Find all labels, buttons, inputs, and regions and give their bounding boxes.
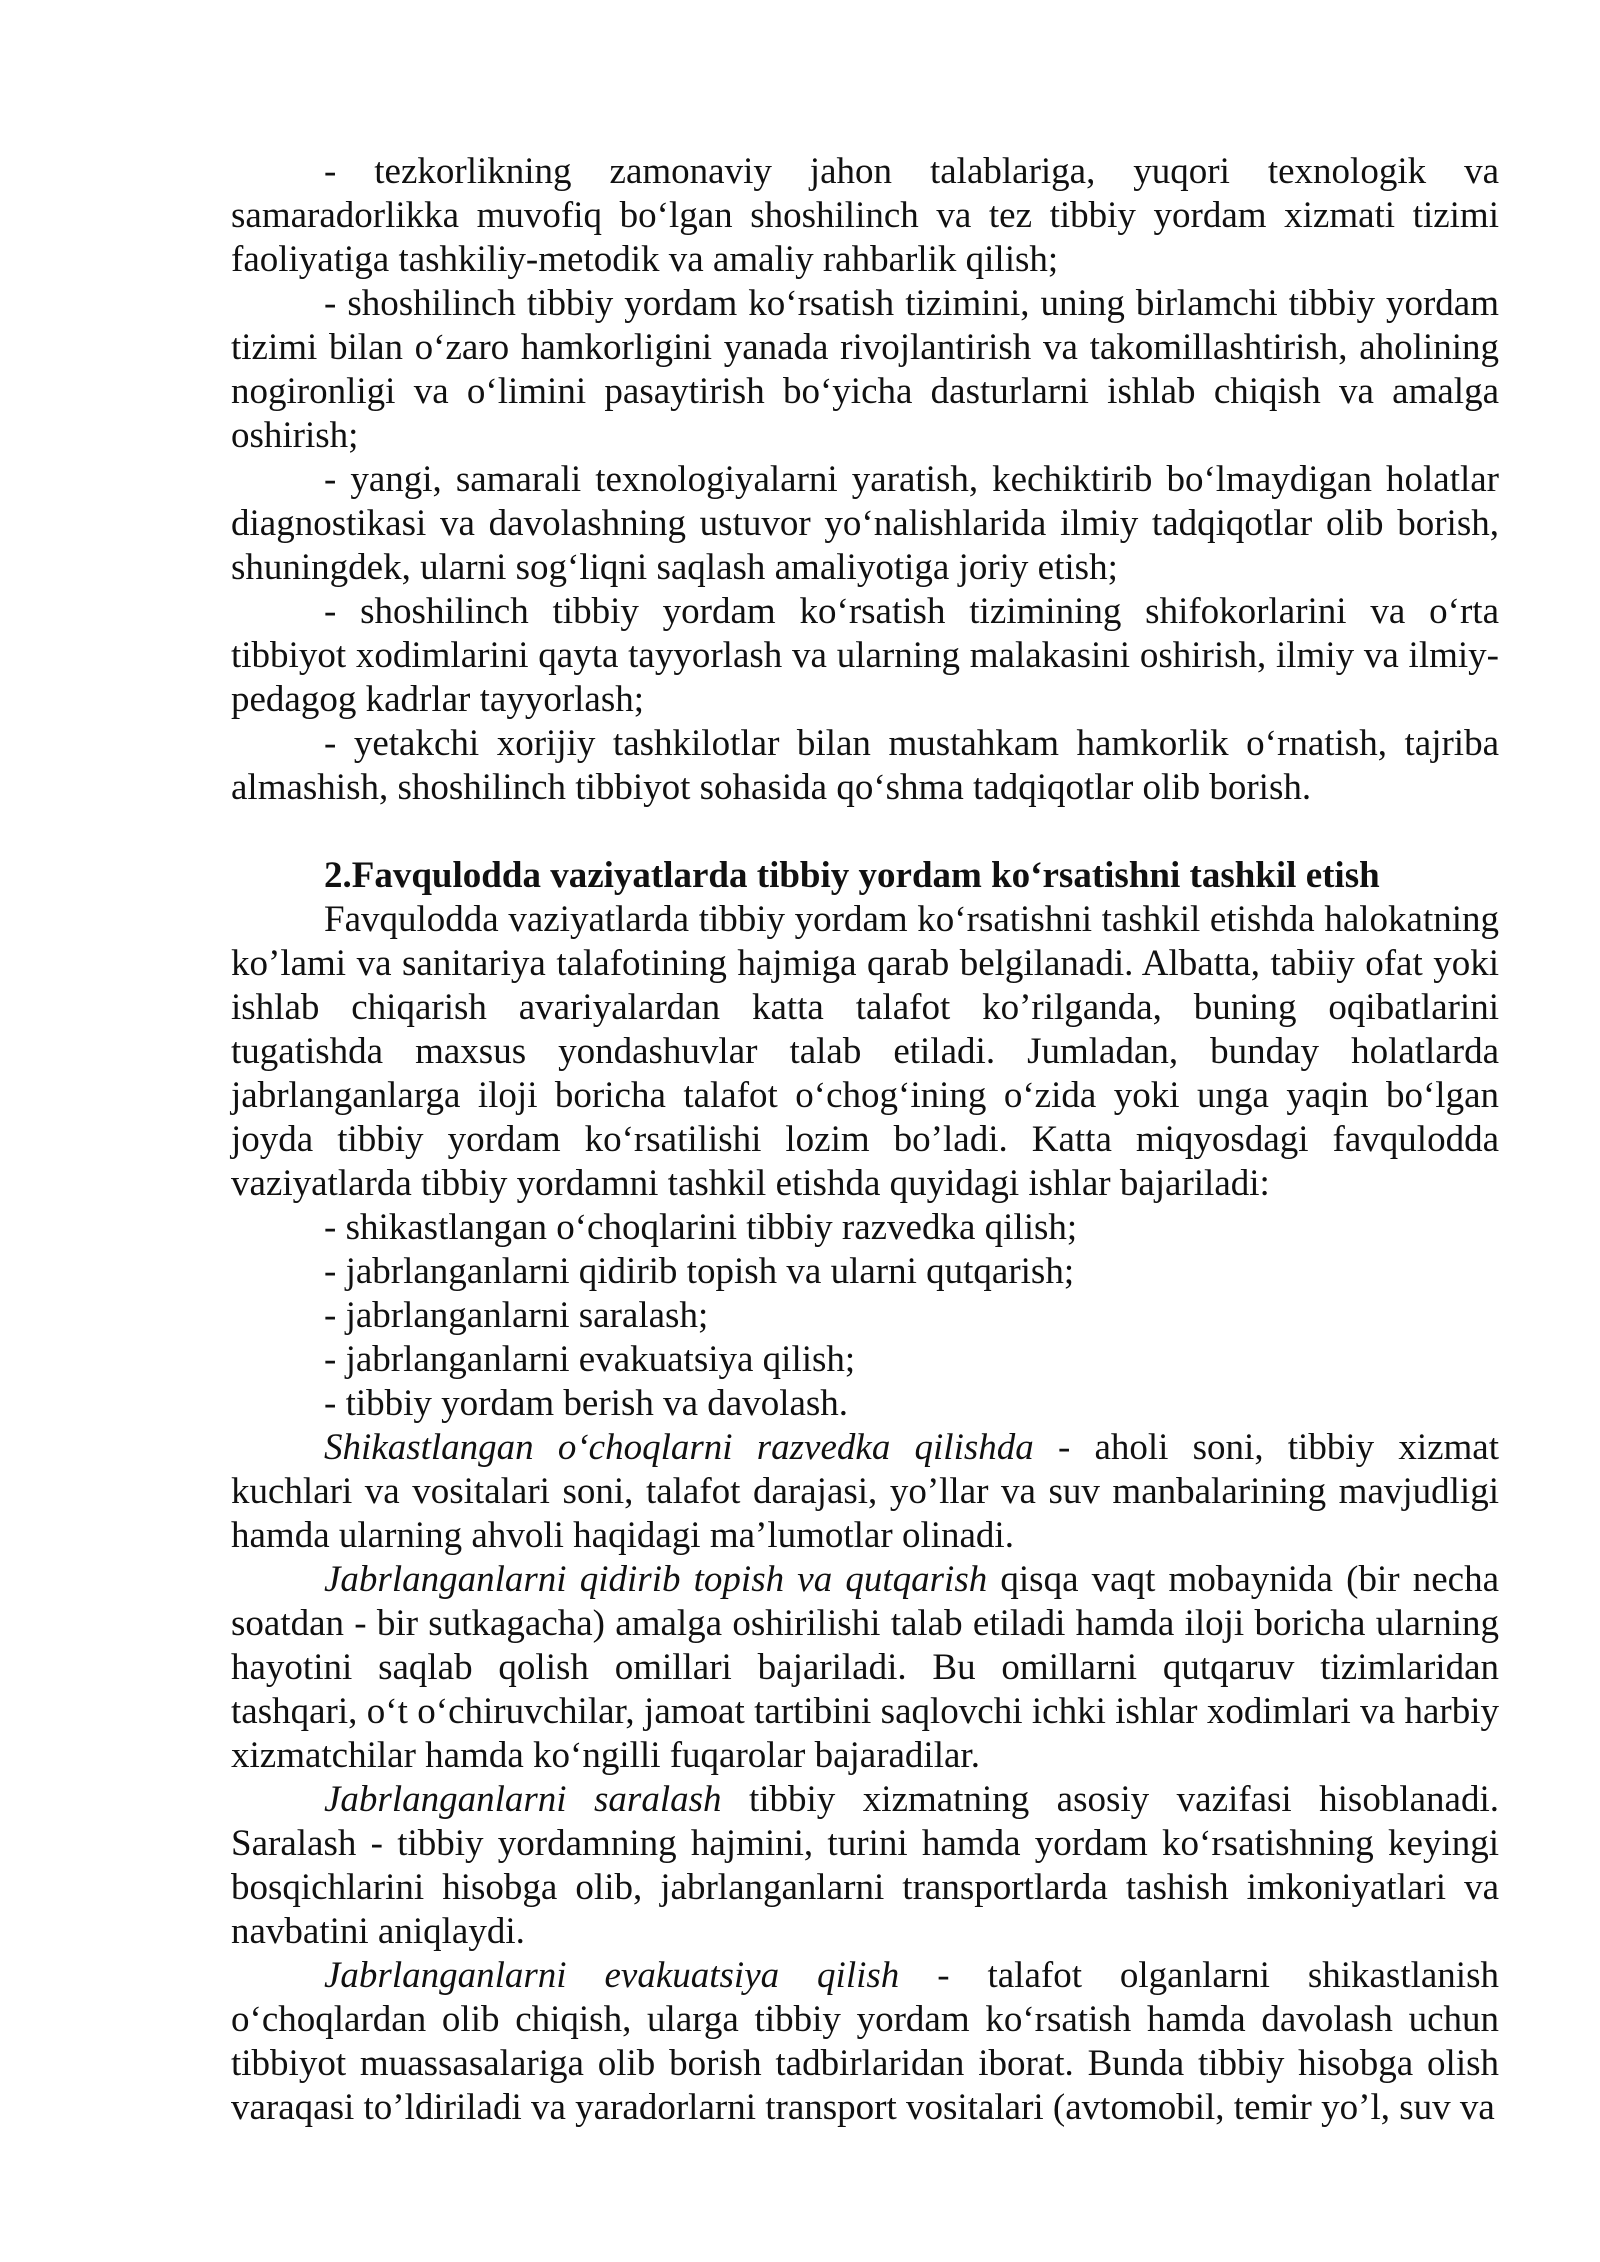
intro-item: - yangi, samarali texnologiyalarni yaratish, kechiktirib bo‘lmaydigan holatlar diagnostikasi va davolashning ustuvor yo‘nalishlarida ilmiy tadqiqotlar olib borish, shuningdek, ularni sog‘liqni saqlash amaliyotiga joriy etish;: [231, 459, 1499, 588]
paragraph-text: - talafot olganlarni shikastlanish o‘choqlardan olib chiqish, ularga tibbiy yordam ko‘rsatish hamda davolash uchun tibbiyot muassasalariga olib borish tadbirlaridan iborat. Bunda tibbiy hisobga olish varaqasi to’ldiriladi va yaradorlarni transport vositalari (avtomobil, temir yo’l, suv va: [231, 1955, 1499, 2128]
section-intro-paragraph: Favqulodda vaziyatlarda tibbiy yordam ko‘rsatishni tashkil etishda halokatning ko’lami va sanitariya talafotining hajmiga qarab belgilanadi. Albatta, tabiiy ofat yoki ishlab chiqarish avariyalardan katta talafot ko’rilganda, buning oqibatlarini tugatishda maxsus yondashuvlar talab etiladi. Jumladan, bunday holatlarda jabrlanganlarga iloji boricha talafot o‘chog‘ining o‘zida yoki unga yaqin bo‘lgan joyda tibbiy yordam ko‘rsatilishi lozim bo’ladi. Katta miqyosdagi favqulodda vaziyatlarda tibbiy yordamni tashkil etishda quyidagi ishlar bajariladi:: [231, 899, 1499, 1204]
task-item: - jabrlanganlarni evakuatsiya qilish;: [324, 1339, 856, 1380]
intro-item: - shoshilinch tibbiy yordam ko‘rsatish tizimining shifokorlarini va o‘rta tibbiyot xodimlarini qayta tayyorlash va ularning malakasini oshirish, ilmiy va ilmiy-pedagog kadrlar tayyorlash;: [231, 591, 1499, 720]
paragraph-triage: [231, 1778, 1499, 1954]
task-item: - jabrlanganlarni saralash;: [324, 1295, 709, 1336]
paragraph-text: - aholi soni, tibbiy xizmat kuchlari va vositalari soni, talafot darajasi, yo’llar va suv manbalarining mavjudligi hamda ularning ahvoli haqidagi ma’lumotlar olinadi.: [231, 1427, 1499, 1556]
term-triage: Jabrlanganlarni saralash: [324, 1779, 722, 1820]
task-item: - jabrlanganlarni qidirib topish va ularni qutqarish;: [324, 1251, 1075, 1292]
document-page: [231, 150, 1499, 2130]
paragraph-reconnaissance: [231, 1426, 1499, 1558]
paragraph-text: qisqa vaqt mobaynida (bir necha soatdan - bir sutkagacha) amalga oshirilishi talab etiladi hamda iloji boricha ularning hayotini saqlab qolish omillari bajariladi. Bu omillarni qutqaruv tizimlaridan tashqari, o‘t o‘chiruvchilar, jamoat tartibini saqlovchi ichki ishlar xodimlari va harbiy xizmatchilar hamda ko‘ngilli fuqarolar bajaradilar.: [231, 1559, 1499, 1776]
paragraph-search-rescue: [231, 1558, 1499, 1778]
intro-item: - shoshilinch tibbiy yordam ko‘rsatish tizimini, uning birlamchi tibbiy yordam tizimi bilan o‘zaro hamkorligini yanada rivojlantirish va takomillashtirish, aholining nogironligi va o‘limini pasaytirish bo‘yicha dasturlarni ishlab chiqish va amalga oshirish;: [231, 283, 1499, 456]
task-item: - tibbiy yordam berish va davolash.: [324, 1383, 849, 1424]
term-search-rescue: Jabrlanganlarni qidirib topish va qutqarish: [324, 1559, 988, 1600]
intro-item: - yetakchi xorijiy tashkilotlar bilan mustahkam hamkorlik o‘rnatish, tajriba almashish, shoshilinch tibbiyot sohasida qo‘shma tadqiqotlar olib borish.: [231, 723, 1499, 808]
term-evacuation: Jabrlanganlarni evakuatsiya qilish: [324, 1955, 900, 1996]
paragraph-evacuation: [231, 1954, 1499, 2130]
term-reconnaissance: Shikastlangan o‘choqlarni razvedka qilishda: [324, 1427, 1034, 1468]
task-item: - shikastlangan o‘choqlarini tibbiy razvedka qilish;: [324, 1207, 1078, 1248]
section-heading: 2.Favqulodda vaziyatlarda tibbiy yordam ko‘rsatishni tashkil etish: [324, 855, 1380, 896]
intro-item: - tezkorlikning zamonaviy jahon talablariga, yuqori texnologik va samaradorlikka muvofiq bo‘lgan shoshilinch va tez tibbiy yordam xizmati tizimi faoliyatiga tashkiliy-metodik va amaliy rahbarlik qilish;: [231, 151, 1499, 280]
paragraph-text: tibbiy xizmatning asosiy vazifasi hisoblanadi. Saralash - tibbiy yordamning hajmini, turini hamda yordam ko‘rsatishning keyingi bosqichlarini hisobga olib, jabrlanganlarni transportlarda tashish imkoniyatlari va navbatini aniqlaydi.: [231, 1779, 1499, 1952]
